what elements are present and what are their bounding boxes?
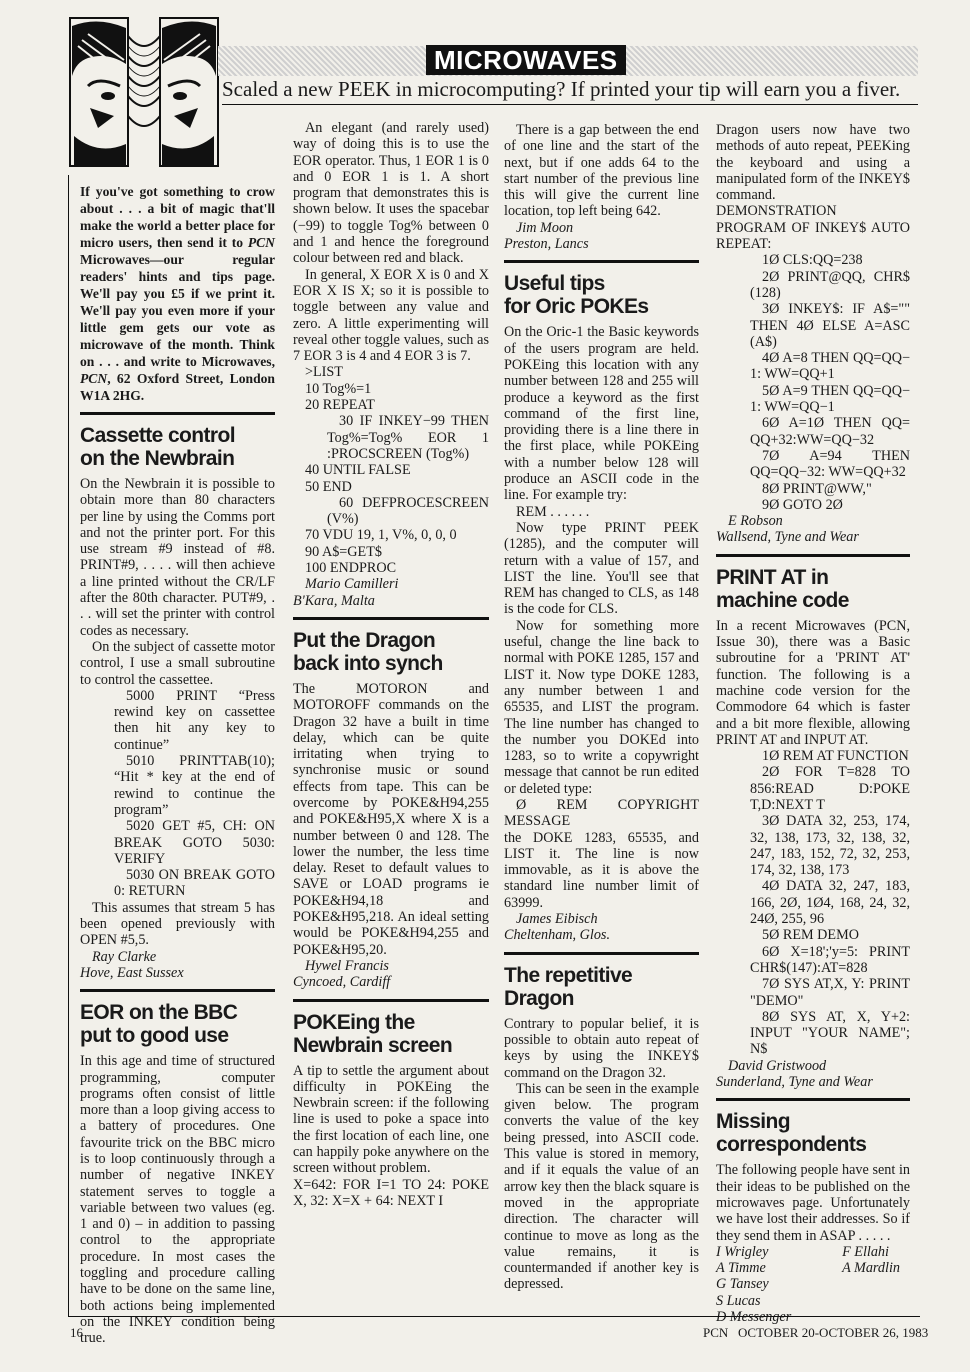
code-line: 7Ø SYS AT,X, Y: PRINT "DEMO"	[750, 976, 914, 1009]
names-right: F Ellahi A Mardlin	[842, 1243, 900, 1277]
article-heading: Cassette control on the Newbrain	[80, 424, 235, 470]
section-rule	[716, 554, 910, 557]
article-heading: Put the Dragon back into synch	[293, 628, 443, 675]
code-line: 7Ø A=94 THEN QQ=QQ−32: WW=QQ+32	[750, 447, 914, 481]
article-dragon-synch: Put the Dragon back into synch The MOTORON and MOTOROFF commands on the Dragon 32 have a built in time delay, which can be quite irritating when trying to synchronise music or sound effects from tape. This can be overcome by POKE&H94,255 and POKE&H95,X where X is a number between 0 and 128. The lower the number, the less time delay. Reset to default values to SAVE or LOAD programs ie POKE&H94,18 and POKE&H95,218. An ideal setting would be POKE&H94,255 and POKE&H95,20. Hywel Francis Cyncoed, Cardiff	[293, 628, 489, 991]
article-heading: POKEing the Newbrain screen	[293, 1010, 453, 1057]
code-line: 40 UNTIL FALSE	[305, 462, 411, 479]
code-line: 60 DEFPROCESCREEN (V%)	[327, 494, 493, 528]
code-line: 2Ø PRINT@QQ, CHR$ (128)	[750, 268, 914, 301]
section-rule	[293, 617, 489, 620]
code-line: 1Ø CLS:QQ=238	[762, 252, 863, 269]
code-line: Ø REM COPYRIGHT MESSAGE	[504, 796, 699, 830]
code-line: 8Ø PRINT@WW,"	[762, 480, 872, 497]
section-rule	[293, 999, 489, 1002]
code-line: 30 IF INKEY−99 THEN Tog%=Tog% EOR 1 :PROCSCREEN (Tog%)	[327, 413, 493, 462]
column-2: An elegant (and rarely used) way of doing this is to use the EOR operator. Thus, 1 EOR 1 is 0 and 0 EOR 1 is 1. A short program that demonstrates this is shown below. It uses the spacebar (−99) to toggle Tog% between 0 and 1 and hence the foreground colour between red and black. In general, X EOR X is 0 and X EOR X IS X; so it is possible to toggle between any value and zero. A little experimenting will reveal other toggle values, such as 7 EOR 3 is 4 and 4 EOR 3 is 7. >LIST 10 Tog%=1 20 REPEAT 30 IF INKEY−99 THEN Tog%=Tog% EOR 1 :PROCSCREEN (Tog%) 40 UNTIL FALSE 50 END 60 DEFPROCESCREEN (V%) 70 VDU 19, 1, V%, 0, 0, 0 90 A$=GET$ 100 ENDPROC Mario Camilleri B'Kara, Malta Put the Dragon back into synch The MOTORON and MOTOROFF commands on the Dragon 32 have a built in time delay, which can be quite irritating when trying to synchronise music or sound effects from tape. This can be overcome by POKE&H94,255 and POKE&H95,X where X is a number between 0 and 128. The lower the number, the less time delay. Reset to default values to SAVE or LOAD programs ie POKE&H94,18 and POKE&H95,218. An ideal setting would be POKE&H94,255 and POKE&H95,20. Hywel Francis Cyncoed, Cardiff POKEing the Newbrain screen A tip to settle the argument about difficulty in POKEing the Newbrain screen: if the following line is used to poke a space into the first location of each line, one can happily poke anywhere on the screen without problem. X=642: FOR I=1 TO 24: POKE X, 32: X=X + 64: NEXT I	[293, 120, 493, 1209]
page-subtitle: Scaled a new PEEK in microcomputing? If printed your tip will earn you a fiver.	[222, 77, 901, 101]
code-line: REM . . . . . .	[516, 503, 590, 520]
code-line: 4Ø A=8 THEN QQ=QQ− 1: WW=QQ+1	[750, 350, 914, 383]
code-line: 5000 PRINT “Press rewind key on cassettee then hit any key to continue”	[114, 687, 279, 753]
code-line: 5030 ON BREAK GOTO 0: RETURN	[114, 867, 279, 900]
code-line: 5Ø A=9 THEN QQ=QQ− 1: WW=QQ−1	[750, 382, 914, 416]
faces-illustration-icon	[68, 16, 220, 172]
author-signature: Hywel Francis Cyncoed, Cardiff	[293, 957, 391, 991]
page-title: MICROWAVES	[426, 45, 626, 75]
section-rule	[504, 260, 699, 263]
author-signature: Jim Moon Preston, Lancs	[504, 219, 589, 253]
correspondent-names	[716, 1244, 910, 1325]
section-rule	[80, 412, 275, 415]
code-line: 1Ø REM AT FUNCTION	[762, 748, 909, 765]
code-line: 90 A$=GET$	[305, 543, 382, 560]
section-rule	[504, 952, 699, 955]
author-signature: Mario Camilleri B'Kara, Malta	[293, 576, 399, 609]
section-rule	[80, 989, 275, 992]
code-line: 2Ø FOR T=828 TO 856:READ D:POKE T,D:NEXT T	[750, 764, 914, 813]
code-line: 70 VDU 19, 1, V%, 0, 0, 0	[305, 527, 457, 544]
author-signature: David Gristwood Sunderland, Tyne and Wear	[716, 1057, 873, 1091]
code-line: 4Ø DATA 32, 247, 183, 166, 2Ø, 1Ø4, 168, 24, 32, 24Ø, 255, 96	[750, 878, 914, 928]
article-heading: Missing correspondents	[716, 1110, 867, 1157]
code-line: 10 Tog%=1	[305, 380, 372, 397]
left-margin-rule	[68, 175, 69, 1317]
article-heading: EOR on the BBC put to good use	[80, 1001, 238, 1048]
column-4: Dragon users now have two methods of auto repeat, PEEKing the keyboard and using a manipulated form of the INKEY$ command. DEMONSTRATION PROGRAM OF INKEY$ AUTO REPEAT: 1Ø CLS:QQ=238 2Ø PRINT@QQ, CHR$ (128) 3Ø INKEY$: IF A$="" THEN 4Ø ELSE A=ASC (A$) 4Ø A=8 THEN QQ=QQ− 1: WW=QQ+1 5Ø A=9 THEN QQ=QQ− 1: WW=QQ−1 6Ø A=1Ø THEN QQ= QQ+32:WW=QQ−32 7Ø A=94 THEN QQ=QQ−32: WW=QQ+32 8Ø PRINT@WW," 9Ø GOTO 2Ø E Robson Wallsend, Tyne and Wear PRINT AT in machine code In a recent Microwaves (PCN, Issue 30), there was a Basic subroutine for a 'PRINT AT' function. The following is a machine code version for the Commodore 64 which is faster and a bit more flexible, allowing PRINT AT and INPUT AT. 1Ø REM AT FUNCTION 2Ø FOR T=828 TO 856:READ D:POKE T,D:NEXT T 3Ø DATA 32, 253, 174, 32, 138, 173, 32, 138, 32, 247, 183, 152, 72, 32, 253, 174, 32, 138, 173 4Ø DATA 32, 247, 183, 166, 2Ø, 1Ø4, 168, 24, 32, 24Ø, 255, 96 5Ø REM DEMO 6Ø X=18';'y=5: PRINT CHR$(147):AT=828 7Ø SYS AT,X, Y: PRINT "DEMO" 8Ø SYS AT, X, Y+2: INPUT "YOUR NAME"; N$ David Gristwood Sunderland, Tyne and Wear Missing correspondents The following people have sent in their ideas to be published on the microwaves page. Unfortunately we have lost their addresses. So if they send them in ASAP . . . . . I Wrigley A Timme G Tansey S Lucas D Messenger F Ellahi A Mardlin	[716, 122, 914, 1325]
issue-date: PCN OCTOBER 20-OCTOBER 26, 1983	[703, 1325, 929, 1340]
code-line: X=642: FOR I=1 TO 24: POKE X, 32: X=X + 64: NEXT I	[293, 1176, 489, 1209]
column-3: There is a gap between the end of one line and the start of the next, but if one adds 64 to the start number of the previous line this will give the current line location, top left being 642. Jim Moon Preston, Lancs Useful tips for Oric POKEs On the Oric-1 the Basic keywords of the users program are held. POKEing this location with any number between 128 and 255 will produce a keyword as the first command of the first line, providing there is a line there in the first place, while POKEing with a number below 128 will produce an ASCII code in the line. For example try: REM . . . . . . Now type PRINT PEEK (1285), and the computer will return with a value of 157, and LIST the line. You'll see that REM has changed to CLS, as 148 is the code for CLS. Now for something more useful, change the line back to normal with POKE 1285, 157 and LIST it. Now type DOKE 1283, any number between 1 and 65535, and LIST the program. The line number has changed to the number you DOKEd into 1283, so to write a copywright message that cannot be run edited or deleted type: Ø REM COPYRIGHT MESSAGE the DOKE 1283, 65535, and LIST it. The line is now immovable, as it is above the standard line number limit of 63999. James Eibisch Cheltenham, Glos. The repetitive Dragon Contrary to popular belief, it is possible to obtain auto repeat of keys by using the INKEY$ command on the Dragon 32. This can be seen in the example given below. The program converts the value of the key being pressed, into ASCII code. This value is stored in memory, and if it equals the value of an arrow key then the black square is moved in the appropriate direction. The character will continue to move as long as the value remains, it is countermanded if another key is depressed.	[504, 122, 699, 1293]
code-line: 20 REPEAT	[305, 397, 375, 414]
subtitle-rule	[222, 104, 918, 105]
author-signature: James Eibisch Cheltenham, Glos.	[504, 911, 611, 944]
code-line: 5020 GET #5, CH: ON BREAK GOTO 5030: VERIFY	[114, 818, 279, 867]
article-oric-pokes: Useful tips for Oric POKEs On the Oric-1 the Basic keywords of the users program are held. POKEing this location with any number between 128 and 255 will produce a keyword as the first command of the first line, providing there is a line there in the first place, while POKEing with a number below 128 will produce an ASCII code in the line. For example try: REM . . . . . . Now type PRINT PEEK (1285), and the computer will return with a value of 157, and LIST the line. You'll see that REM has changed to CLS, as 148 is the code for CLS. Now for something more useful, change the line back to normal with POKE 1285, 157 and LIST it. Now type DOKE 1283, any number between 1 and 65535, and LIST the program. The line number has changed to the number you DOKEd into 1283, so to write a copywright message that cannot be run edited or deleted type: Ø REM COPYRIGHT MESSAGE the DOKE 1283, 65535, and LIST it. The line is now immovable, as it is above the standard line number limit of 63999. James Eibisch Cheltenham, Glos.	[504, 272, 699, 944]
article-repetitive-dragon: The repetitive Dragon Contrary to popular belief, it is possible to obtain auto repeat of keys by using the INKEY$ command on the Dragon 32. This can be seen in the example given below. The program converts the value of the key being pressed, into ASCII code. This value is stored in memory, and if it equals the value of an arrow key then the black square is moved in the appropriate direction. The character will continue to move as long as the value remains, it is countermanded if another key is depressed.	[504, 963, 699, 1293]
article-cassette-control: Cassette control on the Newbrain On the Newbrain it is possible to obtain more than 80 characters per line by using the Comms port and not the printer port. For this use stream #9 instead of #8. PRINT#9, . . . . will then achieve a line printed without the CR/LF after the 80th character. PUT#9, . . . will set the printer with control codes as necessary. On the subject of cassette motor control, I use a small subroutine to control the cassettee. 5000 PRINT “Press rewind key on cassettee then hit any key to continue” 5010 PRINTTAB(10); “Hit * key at the end of rewind to continue the program” 5020 GET #5, CH: ON BREAK GOTO 5030: VERIFY 5030 ON BREAK GOTO 0: RETURN This assumes that stream 5 has been opened previously with OPEN #5,5. Ray Clarke Hove, East Sussex	[80, 424, 279, 981]
code-line: 6Ø X=18';'y=5: PRINT CHR$(147):AT=828	[750, 943, 914, 976]
author-signature: Ray Clarke Hove, East Sussex	[80, 948, 184, 981]
article-newbrain-screen: POKEing the Newbrain screen A tip to settle the argument about difficulty in POKEing the Newbrain screen: if the following line is used to poke a space into the first location of each line, one can happily poke anywhere on the screen without problem. X=642: FOR I=1 TO 24: POKE X, 32: X=X + 64: NEXT I	[293, 1010, 489, 1209]
page-number: 16	[70, 1325, 83, 1340]
code-line: 6Ø A=1Ø THEN QQ= QQ+32:WW=QQ−32	[750, 415, 914, 448]
code-line: 8Ø SYS AT, X, Y+2: INPUT "YOUR NAME"; N$	[750, 1008, 914, 1058]
code-line: 50 END	[305, 478, 352, 495]
code-line: 3Ø DATA 32, 253, 174, 32, 138, 173, 32, 138, 32, 247, 183, 152, 72, 32, 253, 174, 32, 138, 173	[750, 813, 914, 879]
footer-rule	[68, 1316, 920, 1317]
article-print-at: PRINT AT in machine code In a recent Microwaves (PCN, Issue 30), there was a Basic subroutine for a 'PRINT AT' function. The following is a machine code version for the Commodore 64 which is faster and a bit more flexible, allowing PRINT AT and INPUT AT. 1Ø REM AT FUNCTION 2Ø FOR T=828 TO 856:READ D:POKE T,D:NEXT T 3Ø DATA 32, 253, 174, 32, 138, 173, 32, 138, 32, 247, 183, 152, 72, 32, 253, 174, 32, 138, 173 4Ø DATA 32, 247, 183, 166, 2Ø, 1Ø4, 168, 24, 32, 24Ø, 255, 96 5Ø REM DEMO 6Ø X=18';'y=5: PRINT CHR$(147):AT=828 7Ø SYS AT,X, Y: PRINT "DEMO" 8Ø SYS AT, X, Y+2: INPUT "YOUR NAME"; N$ David Gristwood Sunderland, Tyne and Wear	[716, 565, 914, 1091]
section-rule	[716, 1098, 910, 1101]
article-heading: Useful tips for Oric POKEs	[504, 272, 649, 319]
code-line: 9Ø GOTO 2Ø	[762, 496, 843, 513]
code-line: 5Ø REM DEMO	[762, 927, 859, 944]
article-eor-bbc: EOR on the BBC put to good use In this age and time of structured programming, computer programs often consist of little more than a loop giving access to a battery of procedures. One favourite trick on the BBC micro is to loop continuously through a number of negative INKEY statement serves to toggle a variable between two values (eg. 1 and 0) – in addition to passing control to the appropriate procedure. In most cases the toggling and procedure calling have to be done on the same line, both actions being implemented on the INKEY condition being true.	[80, 1001, 275, 1347]
author-signature: E Robson Wallsend, Tyne and Wear	[716, 513, 859, 546]
article-heading: The repetitive Dragon	[504, 963, 633, 1010]
article-missing-correspondents: Missing correspondents The following people have sent in their ideas to be published on the microwaves page. Unfortunately we have lost their addresses. So if they send them in ASAP . . . . . I Wrigley A Timme G Tansey S Lucas D Messenger F Ellahi A Mardlin	[716, 1110, 910, 1325]
code-line: 100 ENDPROC	[305, 560, 397, 577]
code-line: >LIST	[305, 364, 343, 381]
names-left: I Wrigley A Timme G Tansey S Lucas D Messenger	[716, 1243, 792, 1325]
column-1	[80, 183, 279, 1347]
intro-box: If you've got something to crow about . . . a bit of magic that'll make the world a better place for micro users, then send it to PCN Microwaves—our regular readers' hints and tips page. We'll pay you £5 if we print it. We'll pay you even more if your little gem gets our vote as microwave of the month. Think on . . . and write to Microwaves, PCN, 62 Oxford Street, London W1A 2HG.	[80, 184, 275, 403]
article-heading: PRINT AT in machine code	[716, 565, 849, 612]
code-line: 5010 PRINTTAB(10); “Hit * key at the end of rewind to continue the program”	[114, 753, 279, 818]
code-line: 3Ø INKEY$: IF A$="" THEN 4Ø ELSE A=ASC (A$)	[750, 301, 914, 350]
